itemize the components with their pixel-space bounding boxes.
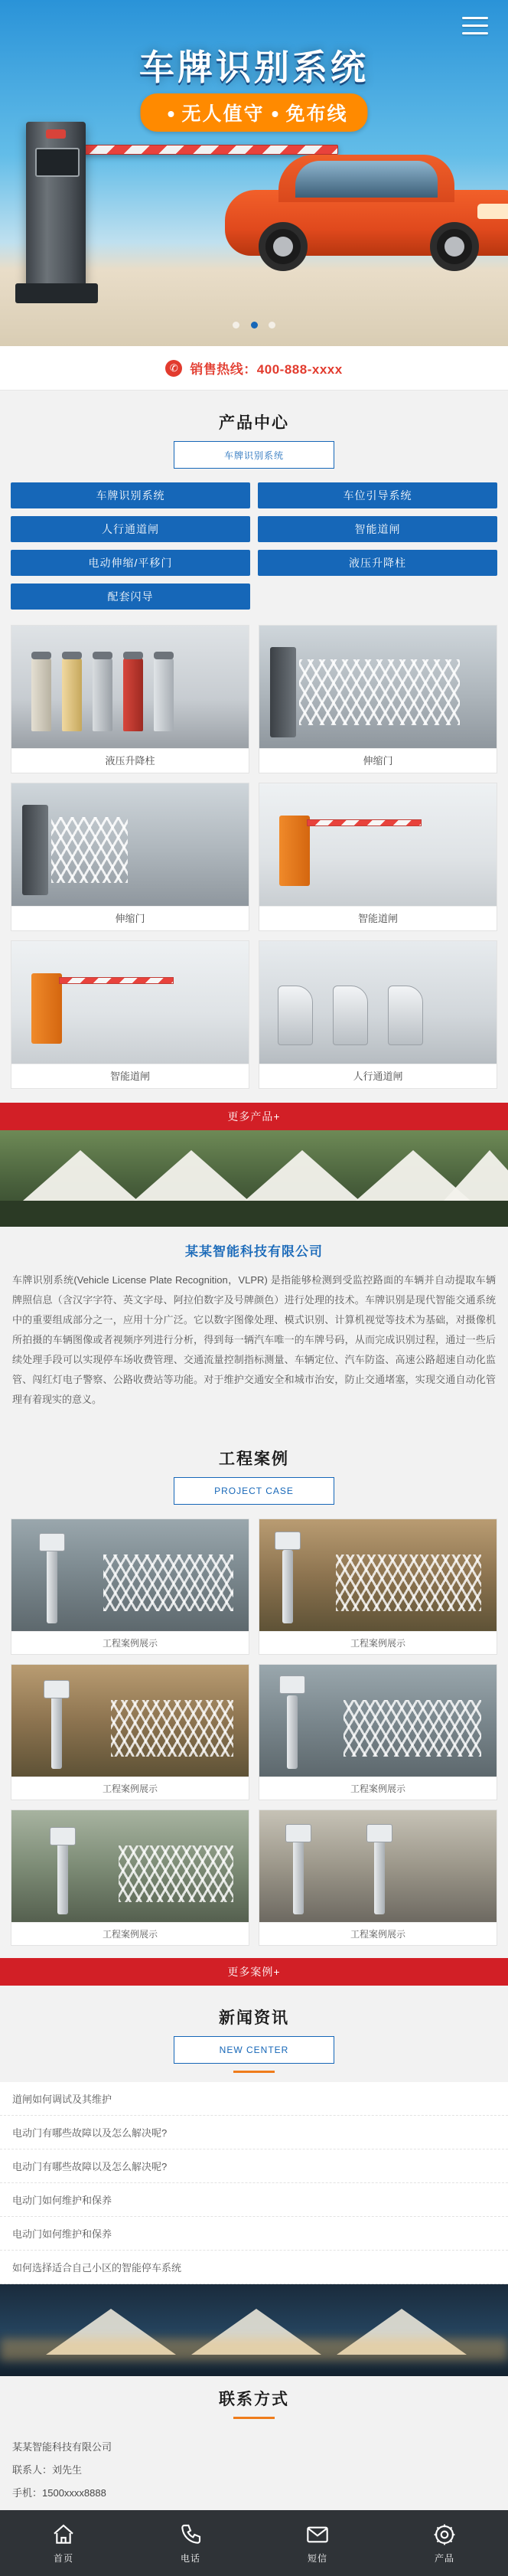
case-caption: 工程案例展示 — [11, 1631, 249, 1654]
product-thumb-retractable-gate — [11, 783, 249, 906]
message-icon — [304, 2522, 331, 2548]
product-thumb-turnstile — [259, 941, 497, 1064]
news-accent-bar — [233, 2071, 275, 2073]
news-item[interactable]: 道闸如何调试及其维护 — [0, 2082, 508, 2116]
tab-phone[interactable] — [127, 2522, 254, 2565]
case-card[interactable] — [11, 1518, 249, 1655]
sales-hotline-label: 销售热线：400-888-xxxx — [190, 362, 343, 377]
product-card[interactable] — [11, 625, 249, 773]
product-card[interactable] — [11, 783, 249, 931]
product-thumb-retractable-gate — [259, 626, 497, 748]
products-title: 产品中心 — [219, 414, 289, 432]
company-name: 某某智能科技有限公司 — [185, 1244, 323, 1259]
case-caption: 工程案例展示 — [11, 1777, 249, 1800]
news-subtitle: NEW CENTER — [174, 2036, 334, 2064]
case-caption: 工程案例展示 — [259, 1922, 497, 1945]
barrier-gate-base — [15, 283, 98, 303]
contact-mobile: 手机：1500xxxx8888 — [12, 2487, 106, 2499]
product-nav-item-5[interactable]: 液压升降柱 — [258, 550, 497, 576]
page-title: 车牌识别系统 — [139, 47, 369, 88]
cases-title: 工程案例 — [219, 1450, 289, 1468]
tab-message[interactable] — [254, 2522, 381, 2565]
case-thumb — [259, 1519, 497, 1631]
sales-hotline[interactable] — [0, 346, 508, 391]
product-thumb-barrier — [259, 783, 497, 906]
case-card[interactable] — [259, 1518, 497, 1655]
product-card-caption: 伸缩门 — [11, 906, 249, 930]
case-thumb — [11, 1519, 249, 1631]
product-card[interactable] — [259, 625, 497, 773]
product-nav-item-0[interactable]: 车牌识别系统 — [11, 482, 250, 508]
case-card[interactable] — [259, 1809, 497, 1946]
case-thumb — [259, 1665, 497, 1777]
tab-home[interactable] — [0, 2522, 127, 2565]
product-thumb-barrier — [11, 941, 249, 1064]
product-nav-item-4[interactable]: 电动伸缩/平移门 — [11, 550, 250, 576]
case-caption: 工程案例展示 — [259, 1777, 497, 1800]
news-item[interactable]: 电动门有哪些故障以及怎么解决呢? — [0, 2116, 508, 2149]
carousel-dot-1[interactable] — [233, 322, 239, 329]
company-photo — [0, 1130, 508, 1227]
hero-subtitle — [140, 93, 367, 132]
product-card[interactable] — [11, 940, 249, 1089]
case-thumb — [11, 1665, 249, 1777]
car-graphic — [225, 153, 508, 276]
hero-subtitle-right: 免布线 — [285, 103, 348, 125]
contact-person: 联系人：刘先生 — [12, 2464, 83, 2476]
contact-company: 某某智能科技有限公司 — [12, 2441, 112, 2453]
products-section-header — [0, 391, 508, 473]
product-card-caption: 人行通道闸 — [259, 1064, 497, 1088]
product-nav-item-1[interactable]: 车位引导系统 — [258, 482, 497, 508]
tab-products[interactable] — [381, 2522, 508, 2565]
case-card[interactable] — [11, 1809, 249, 1946]
product-nav-item-3[interactable]: 智能道闸 — [258, 516, 497, 542]
case-thumb — [11, 1810, 249, 1922]
hero-banner — [0, 0, 508, 346]
carousel-dot-2[interactable] — [251, 322, 258, 329]
product-grid — [0, 614, 508, 1103]
contact-accent-bar — [233, 2417, 275, 2419]
tab-home-label: 首页 — [53, 2553, 73, 2564]
product-thumb-bollards — [11, 626, 249, 748]
product-card-caption: 智能道闸 — [11, 1064, 249, 1088]
tab-phone-label: 电话 — [180, 2553, 200, 2564]
product-nav-item-2[interactable]: 人行通道闸 — [11, 516, 250, 542]
contact-section-header — [0, 2376, 508, 2424]
case-card[interactable] — [11, 1664, 249, 1800]
phone-icon — [177, 2522, 204, 2548]
news-item[interactable]: 电动门有哪些故障以及怎么解决呢? — [0, 2149, 508, 2183]
hero-subtitle-left: 无人值守 — [181, 103, 265, 125]
phone-icon: ✆ — [165, 360, 182, 377]
case-caption: 工程案例展示 — [11, 1922, 249, 1945]
cases-subtitle: PROJECT CASE — [174, 1477, 334, 1505]
contact-photo — [0, 2284, 508, 2376]
product-card-caption: 液压升降柱 — [11, 748, 249, 773]
more-products-banner[interactable]: 更多产品+ — [0, 1103, 508, 1130]
news-item[interactable]: 电动门如何维护和保养 — [0, 2183, 508, 2217]
contact-title: 联系方式 — [219, 2391, 289, 2408]
product-card-caption: 伸缩门 — [259, 748, 497, 773]
company-intro — [0, 1227, 508, 1427]
product-nav-item-6[interactable]: 配套闪导 — [11, 584, 250, 610]
carousel-dot-3[interactable] — [269, 322, 275, 329]
home-icon — [50, 2522, 77, 2548]
case-grid — [0, 1509, 508, 1958]
company-intro-text: 车牌识别系统(Vehicle License Plate Recognition，VLPR) 是指能够检测到受监控路面的车辆并自动提取车辆牌照信息（含汉字字符、英文字母、阿拉伯数字及号牌颜色）进行处理的技术。车牌识别是现代智能交通系统中的重要组成部分之一，应用十分广泛。它以数字图像处理、模式识别、计算机视觉等技术为基础，对摄像机所拍摄的车辆图像或者视频序列进行分析，得到每一辆汽车唯一的车牌号码，从而完成识别过程，通过一些后续处理手段可以实现停车场收费管理、交通流量控制指标测量、车辆定位、汽车防盗、高速公路超速自动化监管、闯红灯电子警察、公路收费站等功能。对于维护交通安全和城市治安，防止交通堵塞，实现交通自动化管理有着现实的意义。 — [12, 1274, 496, 1405]
news-item[interactable]: 如何选择适合自己小区的智能停车系统 — [0, 2251, 508, 2284]
news-list — [0, 2082, 508, 2284]
gear-icon — [431, 2522, 458, 2548]
carousel-dots[interactable] — [0, 319, 508, 332]
product-card[interactable] — [259, 940, 497, 1089]
news-title: 新闻资讯 — [219, 2009, 289, 2027]
cases-section-header — [0, 1427, 508, 1509]
case-caption: 工程案例展示 — [259, 1631, 497, 1654]
tab-message-label: 短信 — [307, 2553, 327, 2564]
case-thumb — [259, 1810, 497, 1922]
product-nav[interactable] — [0, 473, 508, 614]
news-section-header — [0, 1986, 508, 2077]
product-card[interactable] — [259, 783, 497, 931]
bottom-tabbar — [0, 2510, 508, 2576]
news-item[interactable]: 电动门如何维护和保养 — [0, 2217, 508, 2251]
more-cases-banner[interactable]: 更多案例+ — [0, 1958, 508, 1986]
hamburger-menu-icon[interactable] — [462, 17, 488, 37]
product-card-caption: 智能道闸 — [259, 906, 497, 930]
barrier-gate-machine — [26, 122, 86, 286]
products-plate-label: 车牌识别系统 — [174, 441, 334, 469]
case-card[interactable] — [259, 1664, 497, 1800]
tab-products-label: 产品 — [434, 2553, 454, 2564]
